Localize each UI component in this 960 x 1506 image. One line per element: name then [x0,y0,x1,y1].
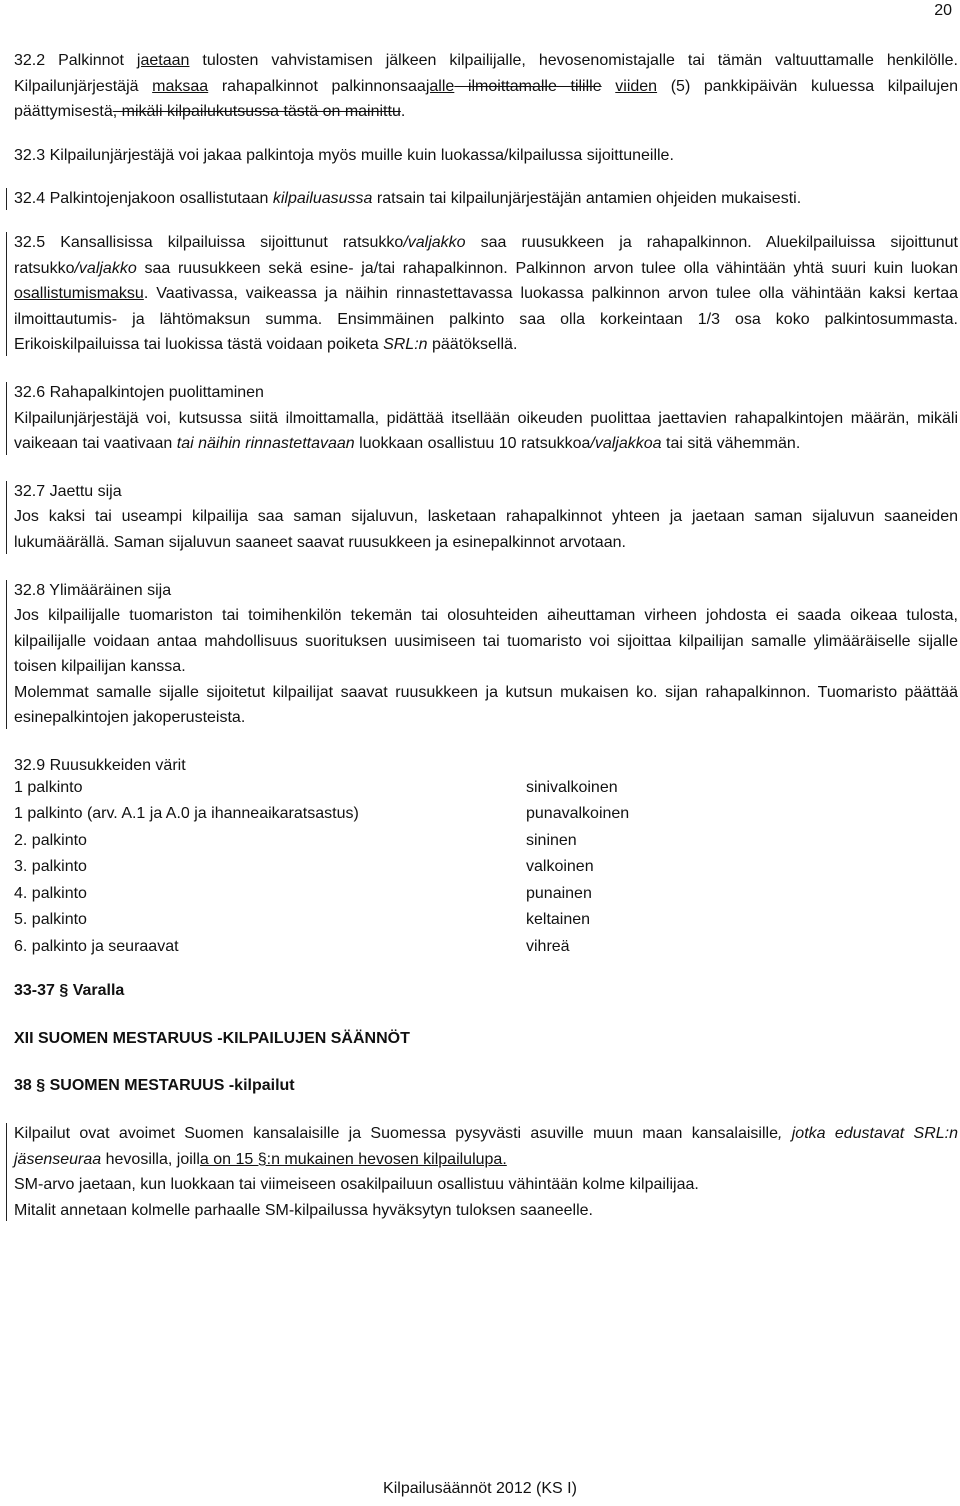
paragraph-32-8-a: Jos kilpailijalle tuomariston tai toimihenkilön tekemän tai olosuhteiden aiheuttaman virheen johdosta ei saada oikeaa tulosta, kilpailijalle voidaan antaa mahdollisuus suorituksen uusimiseen tai tuomaristo voi sijoittaa kilpailijan samalle ylimääräiselle sijalle toisen kilpailijan kanssa. [14,607,958,676]
prize-cell: 1 palkinto [14,778,83,796]
paragraph-32-3: 32.3 Kilpailunjärjestäjä voi jakaa palkintoja myös muille kuin luokassa/kilpailussa sijoittuneille. [14,146,674,164]
text: Kilpailunjärjestäjä voi, kutsussa siitä ilmoittamalla, pidättää itsellään oikeuden puolittaa jaettavien rahapalkintojen määrän, mikäli vaikeaan tai vaativaan [14,409,958,453]
text: luokkaan osallistuu 10 ratsukkoa [354,435,591,453]
heading-32-9: 32.9 Ruusukkeiden värit [14,757,186,775]
section-32-8 [14,578,958,732]
heading-32-8: 32.8 Ylimääräinen sija [14,581,172,599]
text: saa ruusukkeen sekä esine- ja/tai rahapalkinnon. Palkinnon arvon tulee olla vähintään yhtä suuri kuin luokan [136,259,958,277]
table-row [14,832,774,859]
table-row [14,779,774,806]
section-32-9 [14,753,958,964]
section-32-2 [14,48,958,125]
inserted-text: a on 15 §:n mukainen hevosen kilpailulupa. [199,1150,507,1168]
text: tulosten vahvistamisen jälkeen kilpailijalle, hevosenomistajalle tai tämän valtuuttamalle henkilölle. Kilpailunjärjestäjä [14,52,959,95]
italic-text: , jotka edustavat SRL:n jäsenseuraa [14,1124,958,1168]
inserted-text: viiden [615,77,658,95]
italic-text: tai näihin rinnastettavaan [176,435,355,453]
table-row [14,885,774,912]
paragraph-38-a [14,1121,958,1172]
section-32-3 [14,143,958,169]
paragraph-32-8-b: Molemmat samalle sijalle sijoitetut kilpailijat saavat ruusukkeen ja kutsun mukaisen ko. sijan rahapalkinnon. Tuomaristo päättää esinepalkintojen jakoperusteista. [14,683,958,727]
text: saa ruusukkeen ja rahapalkinnon. Aluekilpailuissa sijoittunut ratsukko [14,233,958,277]
table-row [14,858,774,885]
section-33-37-heading: 33-37 § Varalla [14,982,125,1000]
prize-cell: 3. palkinto [14,858,87,876]
prize-cell: 1 palkinto (arv. A.1 ja A.0 ja ihanneaikaratsastus) [14,805,359,823]
text: . [400,103,406,121]
heading-32-7: 32.7 Jaettu sija [14,482,122,500]
color-cell: keltainen [526,911,591,929]
page-footer: Kilpailusäännöt 2012 (KS I) [383,1480,577,1497]
italic-text: kilpailuasussa [272,190,373,208]
text: 32.4 Palkintojenjakoon osallistutaan [14,190,273,208]
section-38-heading: 38 § SUOMEN MESTARUUS -kilpailut [14,1077,295,1095]
text: rahapalkinnot palkinnonsaa [208,77,426,95]
inserted-text: jalle [425,77,455,95]
paragraph-32-2 [14,48,958,125]
paragraph-32-7: Jos kaksi tai useampi kilpailija saa saman sijaluvun, lasketaan rahapalkinnot yhteen ja jaetaan saman sijaluvun saaneiden lukumäärällä. Saman sijaluvun saaneet saavat ruusukkeen ja esinepalkinnot arvotaan. [14,508,958,551]
color-cell: punainen [526,884,592,902]
text: Kilpailut ovat avoimet Suomen kansalaisille ja Suomessa pysyvästi asuville muun maan kansalaisille [14,1124,778,1142]
text: tai sitä vähemmän. [661,435,801,453]
section-38 [14,1121,958,1223]
text: ratsain tai kilpailunjärjestäjän antamien ohjeiden mukaisesti. [372,190,802,208]
paragraph-38-b: SM-arvo jaetaan, kun luokkaan tai viimeiseen osakilpailuun osallistuu vähintään kolme kilpailijaa. [14,1176,699,1194]
text: . Vaativassa, vaikeassa ja näihin rinnastettavassa luokassa palkinnon arvon tulee olla vähintään kaksi kertaa ilmoittautumis- ja lähtömaksun summa. Ensimmäinen palkinto saa olla korkeintaan 1/3 osa koko palkintosummasta. Erikoiskilpailuissa tai luokissa tästä voidaan poiketa [14,285,958,354]
paragraph-32-4 [14,186,958,212]
text: hevosilla, joill [101,1150,200,1168]
paragraph-32-5 [14,230,958,358]
rosette-color-table [14,779,774,965]
page-number: 20 [934,2,952,19]
section-32-4 [14,186,958,212]
heading-32-6: 32.6 Rahapalkintojen puolittaminen [14,383,264,401]
color-cell: vihreä [526,937,570,955]
text: 32.2 Palkinnot [14,52,137,69]
color-cell: valkoinen [526,858,594,876]
color-cell: sininen [526,831,577,849]
paragraph-38-c: Mitalit annetaan kolmelle parhaalle SM-kilpailussa hyväksytyn tuloksen saaneelle. [14,1201,593,1219]
text: 32.5 Kansallisissa kilpailuissa sijoittunut ratsukko [14,233,404,251]
deleted-text: , mikäli kilpailukutsussa tästä on mainittu [112,103,401,121]
section-32-6 [14,380,958,457]
prize-cell: 5. palkinto [14,911,87,929]
italic-text: /valjakkoa [590,435,662,453]
italic-text: /valjakko [403,233,466,251]
inserted-text: osallistumismaksu [14,285,144,303]
inserted-text: maksaa [152,77,209,95]
italic-text: SRL:n [383,336,428,354]
section-32-7 [14,479,958,556]
color-cell: sinivalkoinen [526,778,618,796]
section-32-5 [14,230,958,358]
table-row [14,938,774,965]
inserted-text: jaetaan [136,52,190,69]
italic-text: /valjakko [74,259,137,277]
prize-cell: 6. palkinto ja seuraavat [14,937,179,955]
text: päätöksellä. [427,336,518,354]
table-row [14,805,774,832]
deleted-text: ilmoittamalle tilille [454,77,602,95]
paragraph-32-6 [14,406,958,457]
text [602,78,616,95]
color-cell: punavalkoinen [526,805,630,823]
text: (5) pankkipäivän kuluessa kilpailujen päättymisestä [14,77,958,121]
prize-cell: 4. palkinto [14,884,87,902]
prize-cell: 2. palkinto [14,831,87,849]
table-row [14,911,774,938]
chapter-xii-heading: XII SUOMEN MESTARUUS -KILPAILUJEN SÄÄNNÖT [14,1029,410,1047]
document-body [14,48,958,1223]
